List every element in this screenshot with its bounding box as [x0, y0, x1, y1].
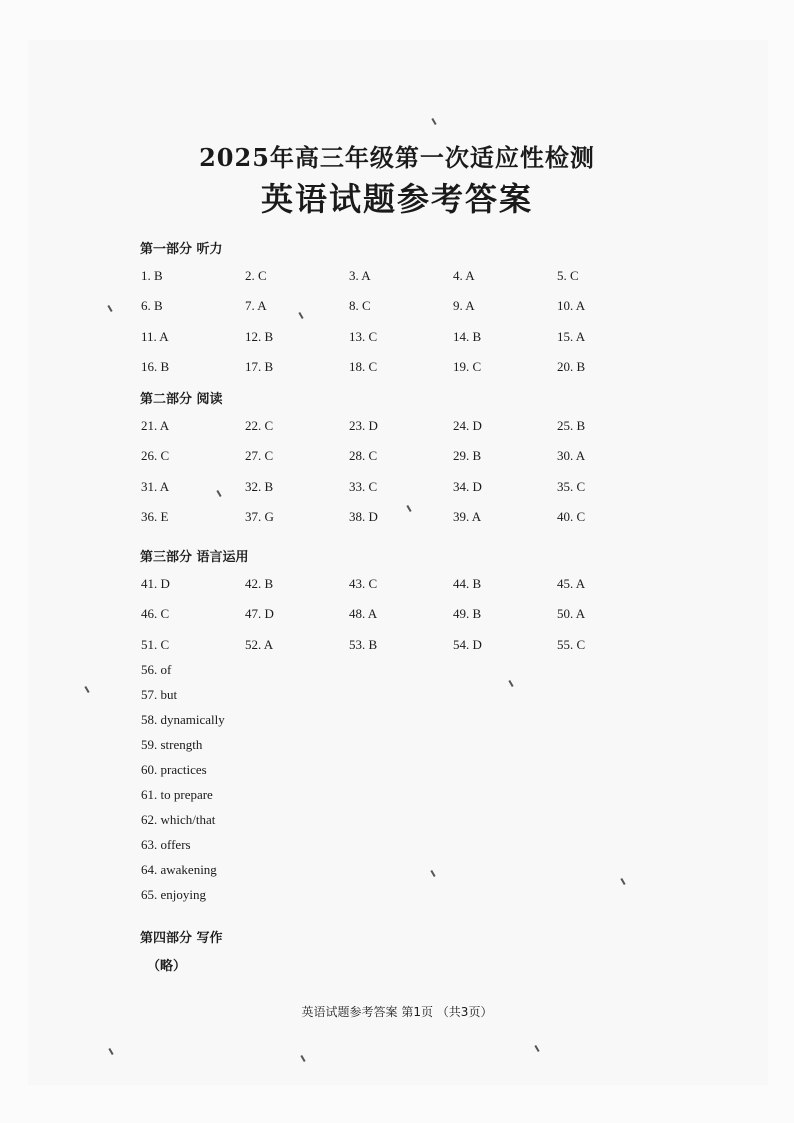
answer-item: 51. C [141, 636, 170, 652]
answer-item: 19. C [453, 358, 482, 374]
answer-item: 46. C [141, 606, 170, 622]
answer-item: 31. A [141, 478, 170, 494]
answer-item: 1. B [141, 268, 163, 283]
answer-item: 38. D [349, 508, 378, 524]
answer-item: 26. C [141, 448, 170, 464]
answer-item: 41. D [141, 576, 170, 591]
answer-row [141, 359, 661, 389]
answer-item: 39. A [453, 508, 482, 524]
page-footer: 英语试题参考答案 第1页 （共3页） [301, 1005, 493, 1019]
section-writing-heading: 第四部分 写作 [140, 931, 223, 946]
answer-item: 25. B [557, 418, 586, 433]
answer-item: 42. B [245, 576, 274, 591]
answer-item: 28. C [349, 448, 378, 464]
answer-item: 10. A [557, 298, 586, 314]
answer-item: 21. A [141, 418, 170, 433]
answer-item: 47. D [245, 606, 274, 622]
answer-item: 14. B [453, 328, 482, 344]
answer-row [141, 418, 661, 448]
answer-item: 12. B [245, 328, 274, 344]
fill-in-item: 57. but [141, 687, 178, 702]
answer-item: 20. B [557, 358, 586, 374]
answer-item: 27. C [245, 448, 274, 464]
answer-item: 3. A [349, 268, 371, 283]
answer-item: 37. G [245, 508, 274, 524]
answer-item: 2. C [245, 268, 267, 283]
answer-item: 36. E [141, 508, 169, 524]
fill-in-item: 62. which/that [141, 812, 216, 827]
exam-title: 2025年高三年级第一次适应性检测 [199, 143, 595, 172]
writing-note: （略） [147, 959, 187, 974]
answer-item: 44. B [453, 576, 482, 591]
fill-in-answers [141, 662, 225, 912]
answer-item: 6. B [141, 298, 163, 314]
answer-item: 48. A [349, 606, 378, 622]
fill-in-item: 64. awakening [141, 862, 217, 877]
fill-in-item: 63. offers [141, 837, 191, 852]
answer-row [141, 298, 661, 328]
answer-row [141, 268, 661, 298]
answer-item: 17. B [245, 358, 274, 374]
answer-item: 4. A [453, 268, 475, 283]
answer-item: 5. C [557, 268, 579, 283]
answer-item: 9. A [453, 298, 475, 314]
answer-item: 15. A [557, 328, 586, 344]
listening-answers [141, 268, 661, 389]
answer-row [141, 576, 661, 606]
answer-row [141, 606, 661, 636]
answer-item: 13. C [349, 328, 378, 344]
fill-in-item: 56. of [141, 662, 172, 677]
answer-item: 29. B [453, 448, 482, 464]
answer-item: 16. B [141, 358, 170, 374]
answer-item: 8. C [349, 298, 371, 314]
answer-item: 30. A [557, 448, 586, 464]
section-listening-heading: 第一部分 听力 [140, 242, 223, 257]
answer-item: 43. C [349, 576, 378, 591]
answer-item: 24. D [453, 418, 482, 433]
fill-in-item: 58. dynamically [141, 712, 225, 727]
answer-item: 52. A [245, 636, 274, 652]
fill-in-item: 59. strength [141, 737, 203, 752]
answer-item: 35. C [557, 478, 586, 494]
answer-row [141, 509, 661, 539]
document-title: 英语试题参考答案 [260, 180, 533, 218]
fill-in-item: 61. to prepare [141, 787, 213, 802]
answer-item: 55. C [557, 636, 586, 652]
language-answers [141, 576, 661, 667]
answer-item: 53. B [349, 636, 378, 652]
answer-item: 23. D [349, 418, 378, 433]
answer-item: 11. A [141, 328, 169, 344]
fill-in-item: 60. practices [141, 762, 207, 777]
answer-row [141, 448, 661, 478]
answer-item: 18. C [349, 358, 378, 374]
answer-item: 22. C [245, 418, 274, 433]
fill-in-item: 65. enjoying [141, 887, 206, 902]
section-language-heading: 第三部分 语言运用 [140, 550, 249, 565]
answer-item: 32. B [245, 478, 274, 494]
answer-item: 33. C [349, 478, 378, 494]
answer-item: 40. C [557, 508, 586, 524]
answer-item: 34. D [453, 478, 482, 494]
answer-item: 49. B [453, 606, 482, 622]
answer-item: 54. D [453, 636, 482, 652]
answer-item: 45. A [557, 576, 586, 591]
answer-row [141, 329, 661, 359]
reading-answers [141, 418, 661, 539]
answer-item: 50. A [557, 606, 586, 622]
answer-item: 7. A [245, 298, 267, 314]
section-reading-heading: 第二部分 阅读 [140, 392, 223, 407]
